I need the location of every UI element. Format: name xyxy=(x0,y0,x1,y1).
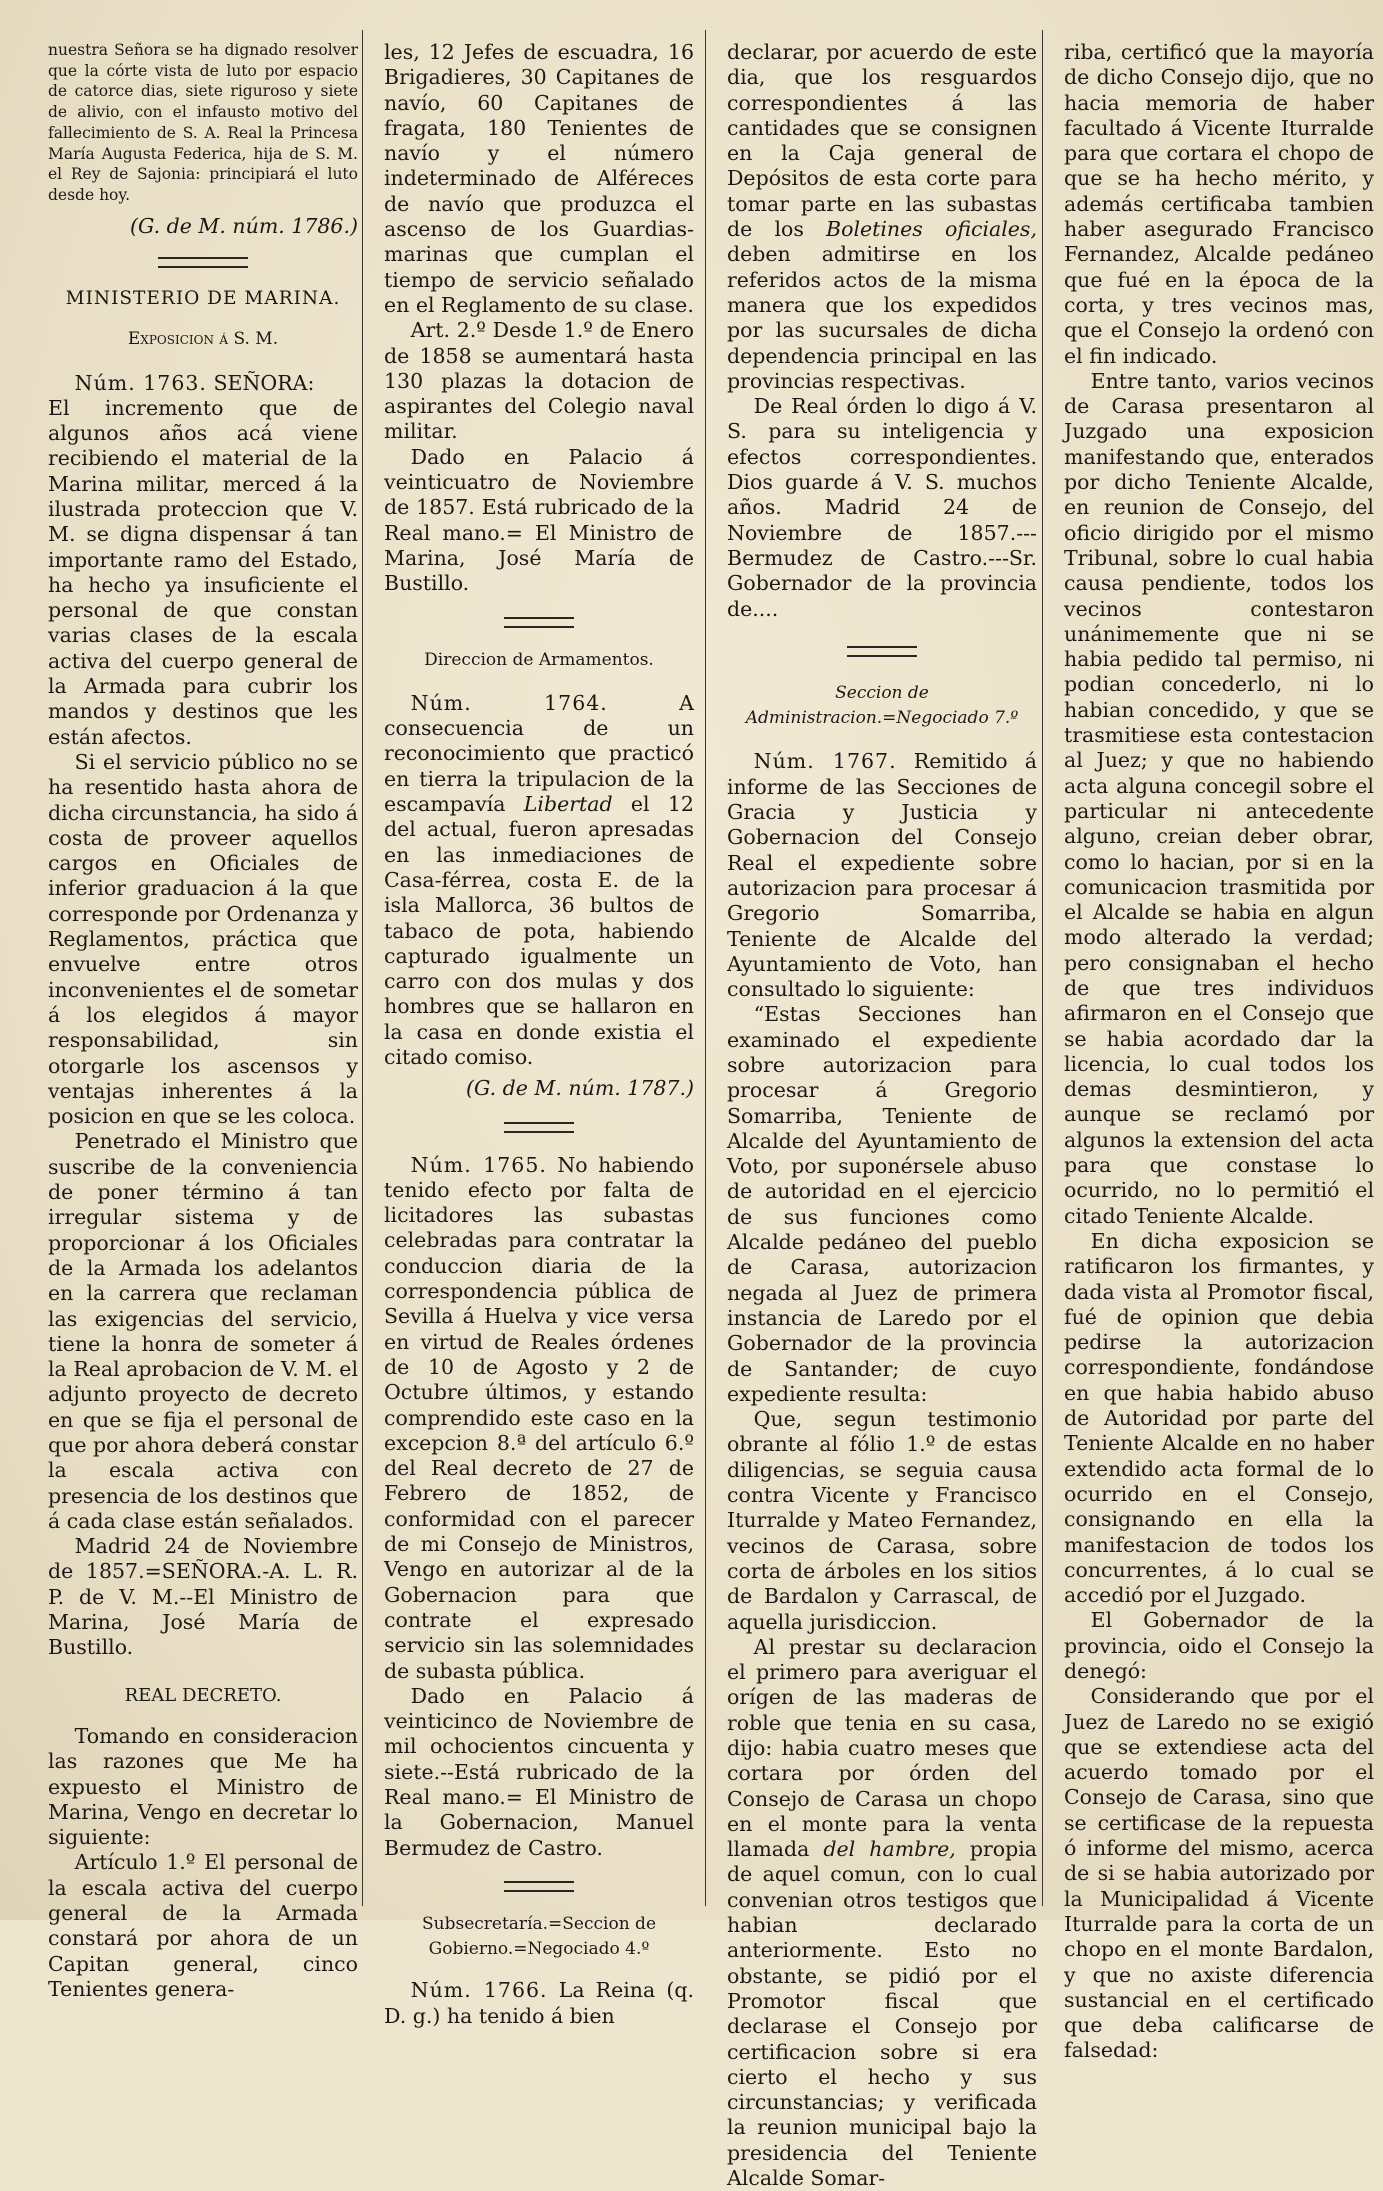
column-4 xyxy=(1064,40,1374,2064)
column-1 xyxy=(48,40,358,2002)
direccion-heading: Direccion de Armamentos. xyxy=(424,649,654,670)
column-rule xyxy=(1042,30,1043,1906)
column-rule xyxy=(705,30,706,1906)
venta-name: del hambre, xyxy=(823,1837,956,1862)
citation: (G. de M. núm. 1786.) xyxy=(129,213,358,238)
column-rule xyxy=(362,30,363,1906)
article-1766: Núm. 1766. La Reina (q. D. g.) ha tenido á bien xyxy=(384,1978,694,2028)
paragraph: Considerando que por el Juez de Laredo no se exigió que se extendiese acta del acuerdo tomado por el Consejo de Carasa, sino que se certificase de la repuesta ó informe del mismo, acerca de si se habia autorizado por la Municipalidad á Vicente Iturralde para la corta de un chopo en el monte Bardalon, y que no axiste diferencia sustancial en el certificado que deba calificarse de falsedad: xyxy=(1064,1684,1374,2063)
article-1767: Núm. 1767. Remitido á informe de las Secciones de Gracia y Justicia y Gobernacion del Consejo Real el expediente sobre autorizacion para procesar á Gregorio Somarriba, Teniente de Alcalde del Ayuntamiento de Voto, han consultado lo siguiente: xyxy=(727,749,1037,1002)
paragraph: De Real órden lo digo á V. S. para su inteligencia y efectos correspondientes. Dios guarde á V. S. muchos años. Madrid 24 de Noviembre de 1857.--- Bermudez de Castro.---Sr. Gobernador de la provincia de.... xyxy=(727,394,1037,621)
section-divider xyxy=(504,1881,574,1892)
paragraph: Dado en Palacio á veinticuatro de Noviembre de 1857. Está rubricado de la Real mano.= El Ministro de Marina, José María de Bustillo. xyxy=(384,444,694,596)
ministry-heading: MINISTERIO DE MARINA. xyxy=(65,287,341,309)
exposicion-heading: Exposicion á S. M. xyxy=(127,329,279,350)
paragraph: Artículo 1.º El personal de la escala activa del cuerpo general de la Armada constará por ahora de un Capitan general, cinco Tenientes genera- xyxy=(48,1850,358,2001)
subsecretaria-heading: Subsecretaría.=Seccion de Gobierno.=Negociado 4.º xyxy=(422,1913,656,1960)
paragraph: Al prestar su declaracion el primero para averiguar el orígen de las maderas de roble que tenia en su casa, dijo: habia cuatro meses que cortara por órden del Consejo de Carasa un chopo en el monte para la venta llamada del hambre, propia de aquel comun, con lo cual convenian otros testigos que habian declarado anteriormente. Esto no obstante, se pidió por el Promotor fiscal que declarase el Consejo por certificacion sobre si era cierto el hecho y sus circunstancias; y verificada la reunion municipal bajo la presidencia del Teniente Alcalde Somar- xyxy=(727,1634,1037,2191)
paragraph: Art. 2.º Desde 1.º de Enero de 1858 se aumentará hasta 130 plazas la dotacion de aspirantes del Colegio naval militar. xyxy=(384,318,694,444)
paragraph: El incremento que de algunos años acá viene recibiendo el material de la Marina militar, merced á la ilustrada proteccion que V. M. se digna dispensar á tan importante ramo del Estado, ha hecho ya insuficiente el personal de que constan varias clases de la escala activa del cuerpo general de la Armada para cubrir los mandos y destinos que les están afectos. xyxy=(48,395,358,749)
salutation: SEÑORA: xyxy=(213,370,315,395)
mourning-notice: nuestra Señora se ha dignado resolver que la córte vista de luto por espacio de catorce dias, siete riguroso y siete de alivio, con el infausto motivo del fallecimiento de S. A. Real la Princesa María Augusta Federica, hija de S. M. el Rey de Sajonia: principiará el luto desde hoy. xyxy=(48,41,358,204)
column-3 xyxy=(727,40,1037,2191)
section-divider xyxy=(158,257,248,268)
ship-name: Libertad xyxy=(523,792,613,817)
article-1763-opening xyxy=(48,371,358,396)
paragraph: Dado en Palacio á veinticinco de Noviembre de mil ochocientos cincuenta y siete.--Está rubricado de la Real mano.= El Ministro de la Gobernacion, Manuel Bermudez de Castro. xyxy=(384,1683,694,1860)
signature-paragraph: Madrid 24 de Noviembre de 1857.=SEÑORA.-A. L. R. P. de V. M.--El Ministro de Marina, José María de Bustillo. xyxy=(48,1534,358,1660)
article-1764: Núm. 1764. A consecuencia de un reconocimiento que practicó en tierra la tripulacion de la escampavía Libertad el 12 del actual, fueron apresadas en las inmediaciones de Casa-férrea, costa E. de la isla Mallorca, 36 bultos de tabaco de pota, habiendo capturado igualmente un carro con dos mulas y dos hombres que se hallaron en la casa en donde existia el citado comiso. xyxy=(384,690,694,1069)
paragraph: En dicha exposicion se ratificaron los firmantes, y dada vista al Promotor fiscal, fué de opinion que debia pedirse la autorizacion correspondiente, fondándose en que habia habido abuso de Autoridad por parte del Teniente Alcalde en no haber extendido acta formal de lo ocurrido en el Consejo, consignando en ella la manifestacion de todos los concurrentes, á lo cual se accedió por el Juzgado. xyxy=(1064,1228,1374,1608)
seccion-heading: Seccion de Administracion.=Negociado 7.º xyxy=(745,682,1019,729)
paragraph: “Estas Secciones han examinado el expediente sobre autorizacion para procesar á Gregorio Somarriba, Teniente de Alcalde del Ayuntamiento de Voto, por suponérsele abuso de autoridad en el ejercicio de sus funciones como Alcalde pedáneo del pueblo de Carasa, autorizacion negada al Juez de primera instancia de Laredo por el Gobernador de la provincia de Santander; de cuyo expediente resulta: xyxy=(727,1002,1037,1406)
article-number: Núm. 1763. xyxy=(74,370,207,395)
paragraph: les, 12 Jefes de escuadra, 16 Brigadieres, 30 Capitanes de navío, 60 Capitanes de fragata, 180 Tenientes de navío y el número indeterminado de Alféreces de navío que produzca el ascenso de los Guardias-marinas que cumplan el tiempo de servicio señalado en el Reglamento de su clase. xyxy=(384,40,694,317)
article-number: Núm. 1767. xyxy=(753,749,897,774)
paragraph: Entre tanto, varios vecinos de Carasa presentaron al Juzgado una exposicion manifestando que, enterados por dicho Teniente Alcalde, en reunion de Consejo, del oficio dirigido por el mismo Tribunal, sobre lo cual habia causa pendiente, todos los vecinos contestaron unánimemente que ni se habia pedido tal permiso, ni podian concederlo, ni lo habian concedido, y que se trasmitiese esta contestacion al Juez; y que no habiendo acta alguna concegil sobre el particular ni antecedente alguno, creian deber obrar, como lo hacian, por si en la comunicacion trasmitida por el Alcalde se habia en algun modo alterado la verdad; pero consignaban el hecho de que tres individuos afirmaron en el Consejo que se habia acordado dar la licencia, lo cual todos los demas desmintieron, y aunque se reclamó por algunos la extension del acta para que constase lo ocurrido, no lo permitió el citado Teniente Alcalde. xyxy=(1064,368,1374,1228)
paragraph: Si el servicio público no se ha resentido hasta ahora de dicha circunstancia, ha sido á costa de proveer aquellos cargos en Oficiales de inferior graduacion á la que corresponde por Ordenanza y Reglamentos, práctica que envuelve entre otros inconvenientes el de sometar á los elegidos á mayor responsabilidad, sin otorgarle los ascensos y ventajas inherentes á la posicion en que se les coloca. xyxy=(48,749,358,1129)
paragraph: El Gobernador de la provincia, oido el Consejo la denegó: xyxy=(1064,1608,1374,1683)
article-number: Núm. 1765. xyxy=(410,1152,547,1177)
paragraph: Tomando en consideracion las razones que Me ha expuesto el Ministro de Marina, Vengo en decretar lo siguiente: xyxy=(48,1723,358,1850)
boletines-title: Boletines oficiales, xyxy=(826,217,1037,242)
article-1765: Núm. 1765. No habiendo tenido efecto por falta de licitadores las subastas celebradas para contratar la conduccion diaria de la correspondencia pública de Sevilla á Huelva y vice versa en virtud de Reales órdenes de 10 de Agosto y 2 de Octubre últimos, y estando comprendido este caso en la excepcion 8.ª del artículo 6.º del Real decreto de 27 de Febrero de 1852, de conformidad con el parecer de mi Consejo de Ministros, Vengo en autorizar al de la Gobernacion para que contrate el expresado servicio sin las solemnidades de subasta pública. xyxy=(384,1152,694,1683)
article-number: Núm. 1764. xyxy=(410,690,608,715)
decree-heading: REAL DECRETO. xyxy=(124,1684,282,1706)
column-2 xyxy=(384,40,694,2029)
paragraph: riba, certificó que la mayoría de dicho Consejo dijo, que no hacia memoria de haber facultado á Vicente Iturralde para que cortara el chopo de que se ha hecho mérito, y además certificaba tambien haber asegurado Francisco Fernandez, Alcalde pedáneo que fué en la época de la corta, y tres vecinos mas, que el Consejo la ordenó con el fin indicado. xyxy=(1064,40,1374,368)
article-number: Núm. 1766. xyxy=(410,1978,548,2003)
paragraph: Que, segun testimonio obrante al fólio 1.º de estas diligencias, se seguia causa contra Vicente y Francisco Iturralde y Mateo Fernandez, vecinos de Carasa, sobre corta de árboles en los sitios de Bardalon y Carrascal, de aquella jurisdiccion. xyxy=(727,1407,1037,1634)
section-divider xyxy=(504,617,574,628)
section-divider xyxy=(504,1122,574,1133)
citation: (G. de M. núm. 1787.) xyxy=(465,1076,694,1101)
paragraph: Penetrado el Ministro que suscribe de la conveniencia de poner término á tan irregular sistema y de proporcionar á los Oficiales de la Armada los adelantos en la carrera que reclaman las exigencias del servicio, tiene la honra de someter á la Real aprobacion de V. M. el adjunto proyecto de decreto en que se fija el personal de que por ahora deberá constar la escala activa con presencia de los destinos que á cada clase están señalados. xyxy=(48,1129,358,1533)
paragraph: declarar, por acuerdo de este dia, que los resguardos correspondientes á las cantidades que se consignen en la Caja general de Depósitos de esta corte para tomar parte en las subastas de los Boletines oficiales, deben admitirse en los referidos actos de la misma manera que los expedidos por las sucursales de dicha dependencia principal en las provincias respectivas. xyxy=(727,40,1037,393)
section-divider xyxy=(847,646,917,657)
